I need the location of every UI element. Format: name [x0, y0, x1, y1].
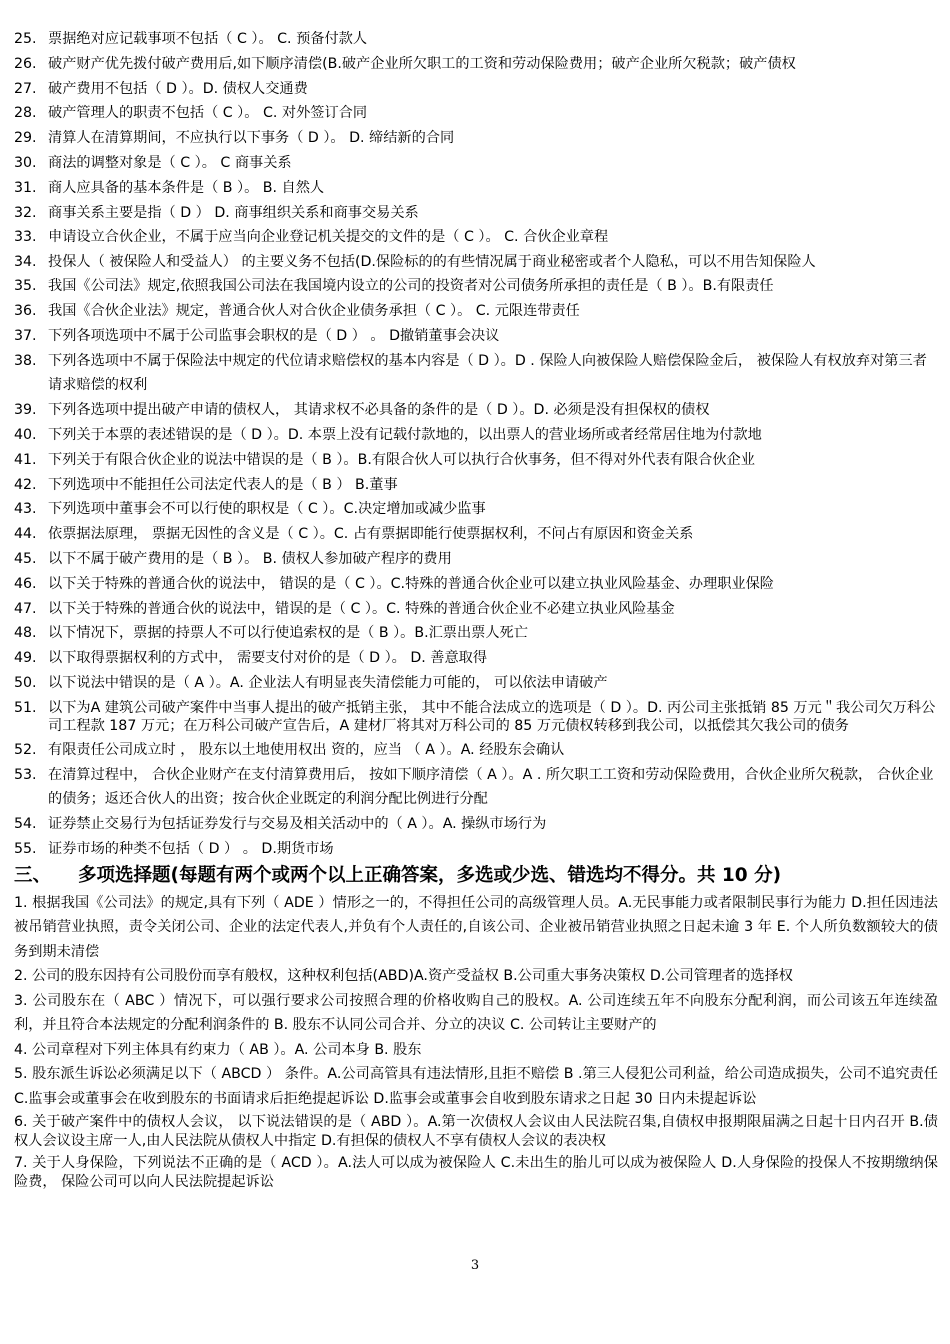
question-text: 破产管理人的职责不包括（ C ）。 C. 对外签订合同: [48, 105, 368, 122]
question-number: 50.: [14, 674, 37, 691]
question-text: 证券市场的种类不包括（ D ） 。 D.期货市场: [48, 840, 334, 857]
question-item: [14, 473, 938, 498]
question-item: [14, 646, 938, 671]
question-item: [14, 423, 938, 448]
question-number: 26.: [14, 55, 37, 72]
question-item: [14, 597, 938, 622]
multi-question-item: 5. 股东派生诉讼必须满足以下（ ABCD ） 条件。A.公司高管具有违法情形,且拒不赔偿 B .第三人侵犯公司利益，给公司造成损失，公司不追究责任 C.监事会或董事会在收到股东的书面请求后拒绝提起诉讼 D.监事会或董事会自收到股东请求之日起 30 日内未提起诉讼: [14, 1066, 938, 1107]
question-number: 37.: [14, 327, 37, 344]
question-number: 44.: [14, 526, 37, 543]
question-number: 42.: [14, 476, 37, 493]
question-item: [14, 250, 938, 274]
question-text: 有限责任公司成立时 ， 股东以土地使用权出 资的，应当 （ A ）。A. 经股东会确认: [48, 741, 565, 758]
section-heading: [14, 863, 938, 889]
question-text: 证券禁止交易行为包括证券发行与交易及相关活动中的（ A ）。A. 操纵市场行为: [48, 816, 547, 833]
question-text: 下列各项选项中不属于公司监事会职权的是（ D ） 。 D撤销董事会决议: [48, 327, 500, 344]
multi-choice-list: [14, 891, 938, 1194]
question-number: 54.: [14, 816, 37, 833]
question-item: [14, 572, 938, 597]
question-item: [14, 448, 938, 473]
question-text: 下列关于本票的表述错误的是（ D ）。D. 本票上没有记载付款地的，以出票人的营业场所或者经常居住地为付款地: [48, 426, 762, 443]
question-number: 29.: [14, 130, 37, 147]
question-text: 破产费用不包括（ D ）。D. 债权人交通费: [48, 80, 308, 97]
question-text: 申请设立合伙企业，不属于应当向企业登记机关提交的文件的是（ C ）。 C. 合伙企业章程: [48, 229, 609, 246]
question-item: [14, 274, 938, 299]
single-choice-list: [14, 27, 938, 862]
question-item: [14, 547, 938, 572]
question-item: [14, 738, 938, 763]
question-item: [14, 201, 938, 226]
section-title-text: 多项选择题(每题有两个或两个以上正确答案，多选或少选、错选均不得分。共 10 分): [78, 864, 782, 886]
question-text: 票据绝对应记载事项不包括（ C ）。 C. 预备付款人: [48, 31, 368, 47]
multi-question-item: 4. 公司章程对下列主体具有约束力（ AB ）。A. 公司本身 B. 股东: [14, 1041, 422, 1058]
question-number: 45.: [14, 550, 37, 567]
page-number: 3: [470, 1258, 480, 1273]
question-text: 依票据法原理， 票据无因性的含义是（ C ）。C. 占有票据即能行使票据权利，不问占有原因和资金关系: [48, 526, 694, 543]
question-item: [14, 349, 938, 399]
question-text: 我国《合伙企业法》规定，普通合伙人对合伙企业债务承担（ C ）。 C. 元限连带责任: [48, 302, 580, 319]
question-number: 52.: [14, 741, 37, 758]
question-number: 27.: [14, 80, 37, 97]
multi-question-item: 7. 关于人身保险，下列说法不正确的是（ ACD ）。A.法人可以成为被保险人 C.未出生的胎儿可以成为被保险人 D.人身保险的投保人不按期缴纳保险费， 保险公司可以向人民法院提起诉讼: [14, 1155, 938, 1190]
question-item: [14, 176, 938, 201]
question-text: 以下关于特殊的普通合伙的说法中， 错误的是（ C ）。C.特殊的普通合伙企业可以建立执业风险基金、办理职业保险: [48, 575, 774, 592]
question-text: 以下情况下，票据的持票人不可以行使追索权的是（ B ）。B.汇票出票人死亡: [48, 625, 528, 642]
question-number: 55.: [14, 840, 37, 857]
question-item: [14, 126, 938, 151]
question-text: 投保人（ 被保险人和受益人） 的主要义务不包括(D.保险标的的有些情况属于商业秘密或者个人隐私，可以不用告知保险人: [48, 254, 816, 271]
question-text: 商法的调整对象是（ C ）。 C 商事关系: [48, 154, 292, 171]
question-number: 25.: [14, 31, 37, 47]
question-item: [14, 522, 938, 547]
question-item: [14, 671, 938, 696]
question-number: 38.: [14, 352, 37, 369]
question-item: [14, 151, 938, 176]
question-item: [14, 398, 938, 423]
question-number: 39.: [14, 402, 37, 419]
multi-question-item: 3. 公司股东在（ ABC ）情况下，可以强行要求公司按照合理的价格收购自己的股权。A. 公司连续五年不向股东分配利润，而公司该五年连续盈利，并且符合本法规定的分配利润条件的 B. 股东不认同公司合并、分立的决议 C. 公司转让主要财产的: [14, 992, 938, 1034]
question-text: 下列各选项中不属于保险法中规定的代位请求赔偿权的基本内容是（ D ）。D . 保险人向被保险人赔偿保险金后， 被保险人有权放弃对第三者请求赔偿的权利: [48, 352, 927, 394]
question-text: 我国《公司法》规定,依照我国公司法在我国境内设立的公司的投资者对公司债务所承担的责任是（ B ）。B.有限责任: [48, 278, 774, 295]
section-number: 三、: [14, 864, 52, 886]
question-item: [14, 52, 938, 77]
question-item: [14, 324, 938, 349]
question-number: 47.: [14, 600, 37, 617]
multi-question-item: 6. 关于破产案件中的债权人会议， 以下说法错误的是（ ABD ）。A.第一次债权人会议由人民法院召集,自债权申报期限届满之日起十日内召开 B.债权人会议设主席一人,由人民法院从债权人中指定 D.有担保的债权人不享有债权人会议的表决权: [14, 1114, 938, 1149]
question-text: 清算人在清算期间，不应执行以下事务（ D ）。 D. 缔结新的合同: [48, 130, 455, 147]
question-item: [14, 696, 938, 738]
multi-question-item: 2. 公司的股东因持有公司股份而享有般权，这种权利包括(ABD)A.资产受益权 B.公司重大事务决策权 D.公司管理者的选择权: [14, 968, 793, 985]
question-text: 以下取得票据权利的方式中， 需要支付对价的是（ D ）。 D. 善意取得: [48, 650, 488, 667]
question-item: [14, 77, 938, 102]
question-number: 34.: [14, 254, 37, 271]
question-item: [14, 27, 938, 52]
question-text: 在清算过程中， 合伙企业财产在支付清算费用后， 按如下顺序清偿（ A ）。A . 所欠职工工资和劳动保险费用，合伙企业所欠税款， 合伙企业的债务；返还合伙人的出资；按合伙企业既定的利润分配比例进行分配: [48, 766, 934, 808]
question-text: 下列各选项中提出破产申请的债权人， 其请求权不必具备的条件的是（ D ）。D. 必须是没有担保权的债权: [48, 402, 710, 419]
multi-question-item: 1. 根据我国《公司法》的规定,具有下列（ ADE ）情形之一的，不得担任公司的高级管理人员。A.无民事能力或者限制民事行为能力 D.担任因违法被吊销营业执照，责令关闭公司、企业的法定代表人,并负有个人责任的,自该公司、企业被吊销营业执照之日起未逾 3 年 E. 个人所负数额较大的债务到期未清偿: [14, 894, 938, 960]
question-number: 30.: [14, 154, 37, 171]
question-item: [14, 497, 938, 522]
question-number: 33.: [14, 229, 37, 246]
question-item: [14, 621, 938, 646]
question-number: 51.: [14, 699, 37, 716]
question-number: 36.: [14, 302, 37, 319]
question-number: 35.: [14, 278, 37, 295]
question-item: [14, 101, 938, 126]
question-text: 以下不属于破产费用的是（ B ）。 B. 债权人参加破产程序的费用: [48, 550, 452, 567]
question-number: 53.: [14, 766, 37, 783]
question-number: 41.: [14, 451, 37, 468]
question-item: [14, 299, 938, 324]
question-text: 商事关系主要是指（ D ） D. 商事组织关系和商事交易关系: [48, 204, 419, 221]
question-text: 破产财产优先拨付破产费用后,如下顺序清偿(B.破产企业所欠职工的工资和劳动保险费用；破产企业所欠税款；破产债权: [48, 55, 796, 72]
question-text: 下列选项中董事会不可以行使的职权是（ C ）。C.决定增加或减少监事: [48, 501, 486, 518]
question-item: [14, 225, 938, 250]
question-number: 28.: [14, 105, 37, 122]
question-item: [14, 837, 938, 862]
question-number: 32.: [14, 204, 37, 221]
question-text: 以下说法中错误的是（ A ）。A. 企业法人有明显丧失清偿能力可能的， 可以依法申请破产: [48, 674, 608, 691]
question-number: 43.: [14, 501, 37, 518]
question-text: 以下关于特殊的普通合伙的说法中，错误的是（ C ）。C. 特殊的普通合伙企业不必建立执业风险基金: [48, 600, 675, 617]
question-item: [14, 812, 938, 837]
question-number: 49.: [14, 650, 37, 667]
question-item: [14, 763, 938, 813]
question-text: 以下为A 建筑公司破产案件中当事人提出的破产抵销主张， 其中不能合法成立的选项是（ D ）。D. 丙公司主张抵销 85 万元＂我公司欠万科公司工程款 187 万元；在万科公司破产宣告后，A 建材厂将其对万科公司的 85 万元债权转移到我公司，以抵偿其欠我公司的债务: [48, 699, 936, 734]
question-number: 31.: [14, 179, 37, 196]
question-number: 46.: [14, 575, 37, 592]
question-number: 48.: [14, 625, 37, 642]
question-text: 下列选项中不能担任公司法定代表人的是（ B ） B.董事: [48, 476, 398, 493]
question-number: 40.: [14, 426, 37, 443]
question-text: 商人应具备的基本条件是（ B ）。 B. 自然人: [48, 179, 325, 196]
question-text: 下列关于有限合伙企业的说法中错误的是（ B ）。B.有限合伙人可以执行合伙事务，但不得对外代表有限合伙企业: [48, 451, 755, 468]
